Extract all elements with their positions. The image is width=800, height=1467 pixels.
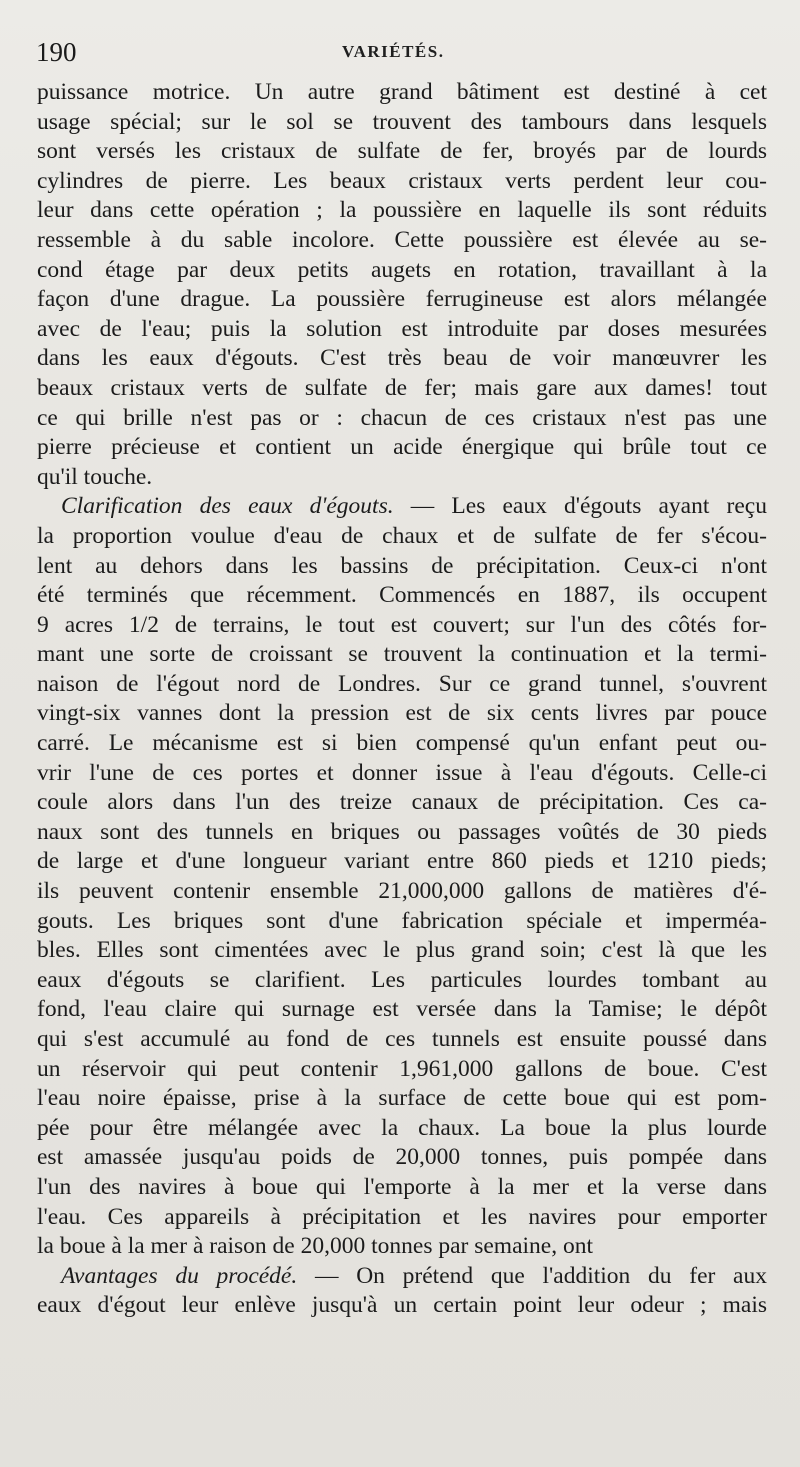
text-line: qu'il touche. [37,463,153,490]
text-line: l'eau. Ces appareils à précipitation et les navires pour emporter [37,1203,767,1230]
text-line: un réservoir qui peut contenir 1,961,000 gallons de boue. C'est [37,1055,767,1082]
text-line: coule alors dans l'un des treize canaux de précipitation. Ces ca- [37,789,767,816]
text-line: la boue à la mer à raison de 20,000 tonnes par semaine, ont [37,1233,593,1260]
text-line: de large et d'une longueur variant entre 860 pieds et 1210 pieds; [37,848,767,875]
text-line: l'un des navires à boue qui l'emporte à la mer et la verse dans [37,1173,767,1200]
text-line: carré. Le mécanisme est si bien compensé qu'un enfant peut ou- [37,730,767,757]
section-first-line [37,1262,767,1292]
text-line: pierre précieuse et contient un acide énergique qui brûle tout ce [37,434,767,461]
section-first-line [37,492,767,522]
text-line: ce qui brille n'est pas or : chacun de ces cristaux n'est pas une [37,404,767,431]
text-line: sont versés les cristaux de sulfate de fer, broyés par de lourds [37,138,767,165]
page-header [36,34,764,74]
text-line: gouts. Les briques sont d'une fabrication spéciale et imperméa- [37,907,767,934]
text-line: mant une sorte de croissant se trouvent la continuation et la termi- [37,641,767,668]
text-fragment: — Les eaux d'égouts ayant reçu [393,493,767,520]
section-heading-clarification: Clarification des eaux d'égouts. [61,493,394,520]
running-head: VARIÉTÉS. [342,42,445,61]
text-line: ils peuvent contenir ensemble 21,000,000 gallons de matières d'é- [37,878,767,905]
text-line: avec de l'eau; puis la solution est introduite par doses mesurées [37,315,767,342]
text-line: façon d'une drague. La poussière ferrugineuse est alors mélangée [37,286,767,313]
text-line: été terminés que récemment. Commencés en 1887, ils occupent [37,582,767,609]
text-line: fond, l'eau claire qui surnage est versée dans la Tamise; le dépôt [37,996,767,1023]
text-line: cond étage par deux petits augets en rotation, travaillant à la [37,256,767,283]
text-line: beaux cristaux verts de sulfate de fer; mais gare aux dames! tout [37,374,767,401]
page-number: 190 [36,37,77,67]
body-text [37,78,767,1321]
text-line: la proportion voulue d'eau de chaux et de sulfate de fer s'écou- [37,522,767,549]
text-line: pée pour être mélangée avec la chaux. La boue la plus lourde [37,1114,767,1141]
text-line: est amassée jusqu'au poids de 20,000 tonnes, puis pompée dans [37,1144,767,1171]
section-heading-avantages: Avantages du procédé. [61,1262,298,1289]
text-line: ressemble à du sable incolore. Cette poussière est élevée au se- [37,226,767,253]
text-line: l'eau noire épaisse, prise à la surface de cette boue qui est pom- [37,1085,767,1112]
text-line: eaux d'égouts se clarifient. Les particules lourdes tombant au [37,966,767,993]
text-line: eaux d'égout leur enlève jusqu'à un certain point leur odeur ; mais [37,1292,767,1319]
text-line: lent au dehors dans les bassins de précipitation. Ceux-ci n'ont [37,552,767,579]
text-line: bles. Elles sont cimentées avec le plus grand soin; c'est là que les [37,937,767,964]
text-line: vingt-six vannes dont la pression est de six cents livres par pouce [37,700,767,727]
text-line: qui s'est accumulé au fond de ces tunnels est ensuite poussé dans [37,1026,767,1052]
text-line: naison de l'égout nord de Londres. Sur ce grand tunnel, s'ouvrent [37,670,767,697]
text-line: usage spécial; sur le sol se trouvent des tambours dans lesquels [37,108,767,135]
text-line: vrir l'une de ces portes et donner issue à l'eau d'égouts. Celle-ci [37,759,767,786]
text-line: puissance motrice. Un autre grand bâtiment est destiné à cet [37,79,767,105]
text-line: cylindres de pierre. Les beaux cristaux verts perdent leur cou- [37,167,767,194]
text-line: 9 acres 1/2 de terrains, le tout est couvert; sur l'un des côtés for- [37,611,767,638]
text-line: naux sont des tunnels en briques ou passages voûtés de 30 pieds [37,818,767,845]
text-line: dans les eaux d'égouts. C'est très beau de voir manœuvrer les [37,345,767,372]
text-fragment: — On prétend que l'addition du fer aux [297,1262,767,1289]
text-line: leur dans cette opération ; la poussière en laquelle ils sont réduits [37,197,767,224]
